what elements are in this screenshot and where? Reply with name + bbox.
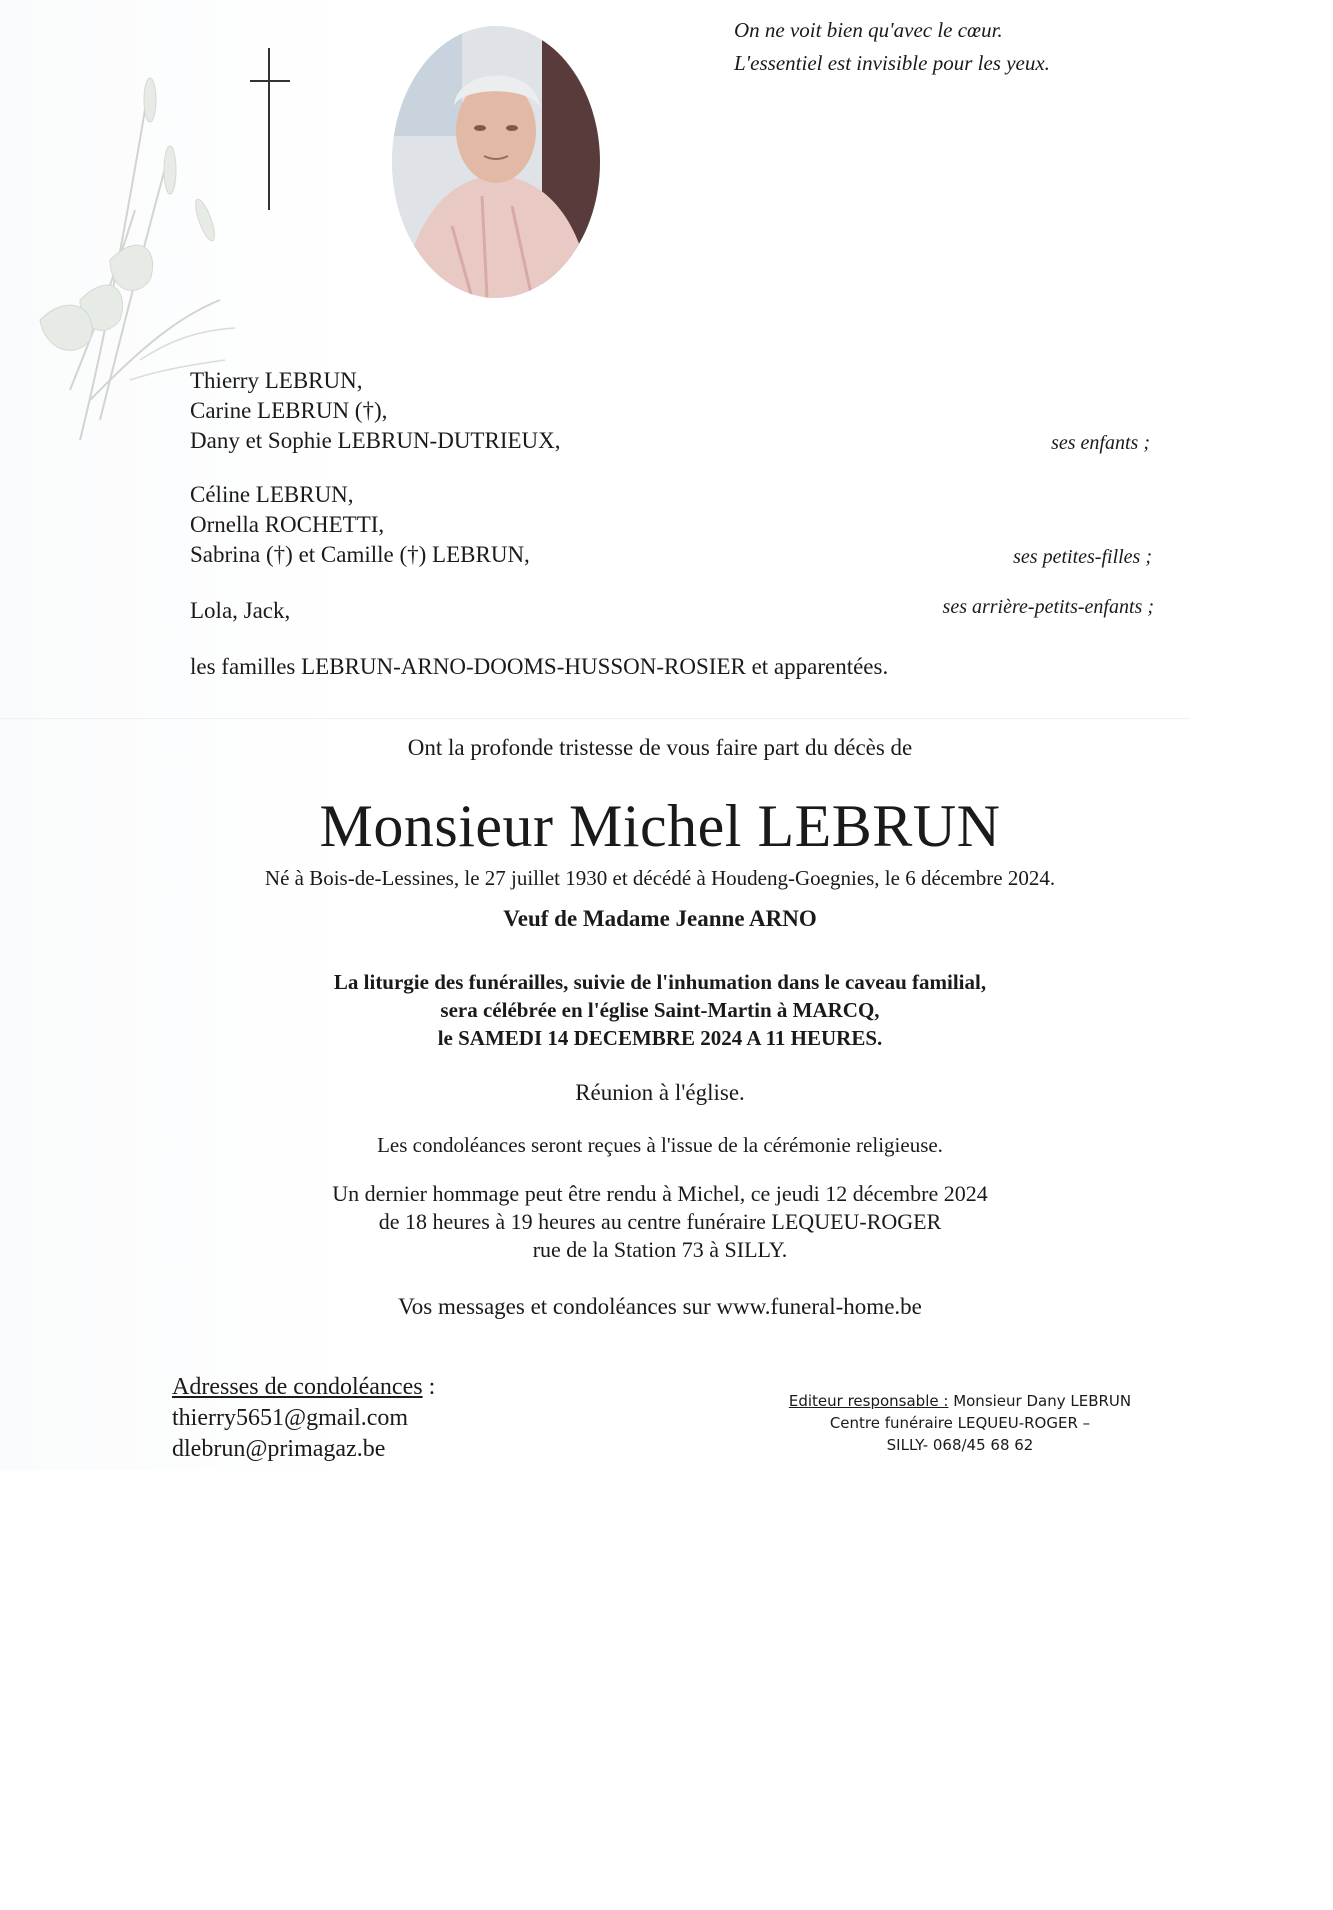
condolences-line: Les condoléances seront reçues à l'issue de la cérémonie religieuse. bbox=[377, 1133, 943, 1157]
granddaughter-3: Sabrina (†) et Camille (†) LEBRUN, bbox=[190, 542, 530, 567]
fold-line bbox=[0, 718, 1190, 719]
children-role: ses enfants ; bbox=[1051, 432, 1150, 454]
quote-line-2: L'essentiel est invisible pour les yeux. bbox=[734, 51, 1050, 75]
email-2[interactable]: dlebrun@primagaz.be bbox=[172, 1436, 386, 1462]
hommage-line-3: rue de la Station 73 à SILLY. bbox=[532, 1237, 788, 1262]
granddaughter-2: Ornella ROCHETTI, bbox=[190, 512, 385, 537]
announcement-intro: Ont la profonde tristesse de vous faire part du décès de bbox=[407, 735, 913, 760]
liturgy-line-3: le SAMEDI 14 DECEMBRE 2024 A 11 HEURES. bbox=[437, 1026, 883, 1050]
deceased-name: Monsieur Michel LEBRUN bbox=[319, 793, 1001, 859]
child-3: Dany et Sophie LEBRUN-DUTRIEUX, bbox=[190, 428, 561, 453]
email-1[interactable]: thierry5651@gmail.com bbox=[172, 1405, 409, 1431]
children-list bbox=[190, 366, 561, 456]
cross-icon-bar bbox=[250, 80, 290, 82]
quote-line-1: On ne voit bien qu'avec le cœur. bbox=[734, 18, 1003, 42]
great-grandchildren-role: ses arrière-petits-enfants ; bbox=[942, 596, 1154, 618]
granddaughters-list bbox=[190, 480, 530, 570]
granddaughter-1: Céline LEBRUN, bbox=[190, 482, 354, 507]
child-1: Thierry LEBRUN, bbox=[190, 368, 363, 393]
widower-line: Veuf de Madame Jeanne ARNO bbox=[503, 906, 817, 931]
granddaughters-role: ses petites-filles ; bbox=[1013, 546, 1152, 568]
great-grandchildren bbox=[190, 596, 290, 626]
hommage-line-2: de 18 heures à 19 heures au centre funéraire LEQUEU-ROGER bbox=[378, 1209, 942, 1234]
editor-block bbox=[760, 1390, 1160, 1456]
addresses-heading-text: Adresses de condoléances bbox=[172, 1374, 423, 1400]
families-line bbox=[190, 652, 888, 682]
portrait-photo bbox=[392, 26, 600, 298]
editor-name: Monsieur Dany LEBRUN bbox=[948, 1392, 1132, 1410]
liturgy-line-2: sera célébrée en l'église Saint-Martin à MARCQ, bbox=[440, 998, 880, 1022]
messages-line: Vos messages et condoléances sur www.funeral-home.be bbox=[398, 1294, 922, 1319]
quote bbox=[734, 14, 1050, 80]
editor-line-1 bbox=[760, 1390, 1160, 1412]
addresses-heading-suffix: : bbox=[422, 1374, 436, 1400]
hommage-block bbox=[200, 1180, 1120, 1264]
addresses-heading bbox=[172, 1372, 435, 1403]
families-text: les familles LEBRUN-ARNO-DOOMS-HUSSON-ROSIER et apparentées. bbox=[190, 654, 889, 679]
editor-line-3: SILLY- 068/45 68 62 bbox=[886, 1436, 1034, 1454]
editor-line-2: Centre funéraire LEQUEU-ROGER – bbox=[829, 1414, 1091, 1432]
child-2: Carine LEBRUN (†), bbox=[190, 398, 388, 423]
liturgy-block bbox=[200, 968, 1120, 1052]
hommage-line-1: Un dernier hommage peut être rendu à Michel, ce jeudi 12 décembre 2024 bbox=[332, 1181, 988, 1206]
reunion-line: Réunion à l'église. bbox=[575, 1080, 745, 1105]
birth-death-line: Né à Bois-de-Lessines, le 27 juillet 1930 et décédé à Houdeng-Goegnies, le 6 décembre 2024. bbox=[264, 866, 1056, 890]
portrait-image bbox=[392, 26, 600, 298]
cross-icon bbox=[268, 48, 270, 210]
editor-label: Editeur responsable : bbox=[788, 1392, 949, 1410]
liturgy-line-1: La liturgie des funérailles, suivie de l'inhumation dans le caveau familial, bbox=[333, 970, 987, 994]
condolence-addresses bbox=[172, 1372, 435, 1465]
great-grandchildren-names: Lola, Jack, bbox=[190, 598, 291, 623]
